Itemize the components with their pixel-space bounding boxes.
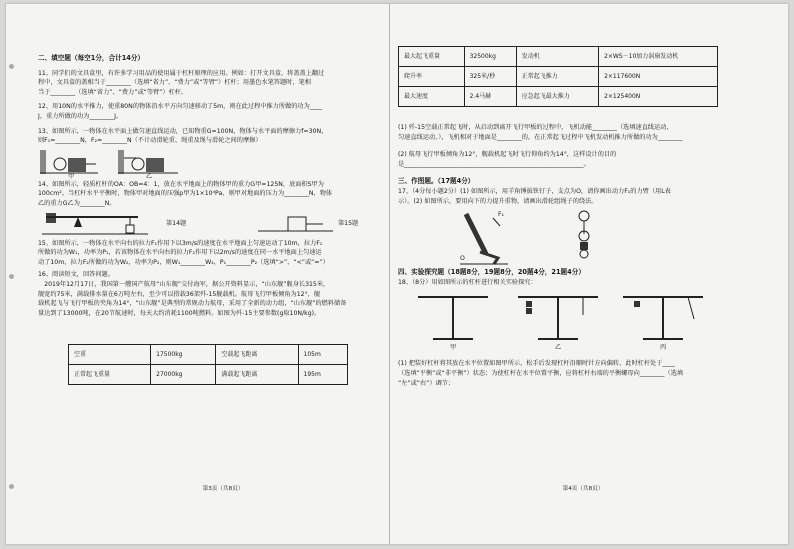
table-cell: 325米/秒 [464,67,516,87]
table-row [399,67,718,87]
pulley-diagram [38,146,188,180]
q11-line: 程中，文具盒的盖相当于________（选填“省力”、“费力”或“等臂”）杠杆；用墨色水笔答题时，笔相 [38,79,311,87]
exam-sheet [6,4,788,544]
figure-label: 甲 [68,172,75,180]
q16-line: 载机起飞与飞行甲板的夹角为14°，“山东舰”是典型的常规动力航母，采用了全新的动力组，“山东舰”的燃料储备 [38,300,347,308]
section-heading-fill: 二、填空题（每空1分，合计14分） [38,54,145,62]
table-cell: 空载起飞距离 [216,345,298,365]
q13-line: 13、如图所示，一物体在水平面上做匀速直线运动，已知物重G=100N，物体与水平面的摩擦力f=30N， [38,127,328,135]
table-cell: 105m [298,345,347,365]
q11-line: 11、同学们的文具盒里，有许多学习用品的使用属于杠杆原理的应用。例如：打开文具盒，将盖盖上翻过 [38,69,325,77]
table-cell: 32500kg [464,47,516,67]
q13-line: 则F₁=________N，F₂=________N（不计动滑轮重、绳重及绳与滑轮之间的摩擦） [38,137,262,145]
table-cell: 应急起飞最大推力 [516,87,598,107]
table-cell: 2×125400N [599,87,718,107]
q16-sub-line: 匀速直线运动、），飞机相对于地面是________的，在正常起飞过程中飞机发动机推力所做的功为________ [398,133,683,141]
q17-figure [398,206,768,268]
q16-line: 量达到了13000吨，在20节航速时，每天大约消耗1100吨燃料。如图为歼-15主要参数(g取10N/kg)。 [38,309,321,317]
q16-line: 舰宽约75米，满载排水量在6万吨左右，至少可以搭载36架歼-15舰载机。航母飞行甲板倾角为12°，舰 [38,290,321,298]
table-row [399,47,718,67]
q11-line: 当于________（选填“省力”、“费力”或“等臂”）杠杆。 [38,88,188,96]
table-cell: 空重 [69,345,151,365]
table-row [399,87,718,107]
q14-q15-figures [38,209,408,239]
binding-hole [9,484,14,489]
binding-hole [9,274,14,279]
lever-experiment-diagram [398,287,718,351]
page-footer: 第4页（共8页） [562,486,604,492]
binding-hole [9,64,14,69]
section-heading-experiment: 四、实验探究题（18题8分，19题8分，20题4分，21题4分） [398,268,585,277]
left-page [38,4,408,544]
table-cell: 爬升率 [399,67,465,87]
force-label: F₁ [498,211,505,219]
figure-label: 乙 [555,344,562,352]
figure-caption: 第15题 [338,219,359,227]
q18-sub-line: （选填“平衡”或“非平衡”）状态；为使杠杆在水平位置平衡，应将杠杆右端的平衡螺母向________（选填 [398,369,684,377]
table-cell: 27000kg [151,365,216,385]
q16-sub-line: 是__________________________________________________________。 [398,160,590,168]
table-cell: 2×WS－10加力涡扇发动机 [599,47,718,67]
figure-label: 丙 [660,344,667,352]
right-page [398,4,768,544]
table-cell: 正常起飞重量 [69,365,151,385]
q16-sub-line: (1) 歼-15空载正常起飞时，从启动到离开飞行甲板的过程中，飞机动能________（选填速直线运动、 [398,124,673,131]
q16-line: 16、阅读短文，回答问题。 [38,271,114,279]
q14-line: 乙的重力G乙为________N。 [38,199,116,207]
q18-figure [398,287,768,351]
lever-and-block-diagram [38,209,338,239]
page-footer: 第3页（共8页） [202,486,244,492]
q13-figure [38,146,408,180]
section-heading-draw: 三、作图题。（17题4分） [398,177,475,186]
fulcrum-label: O [460,255,465,263]
figure-label: 甲 [450,344,457,352]
q15-line: 所做的功为W₁，功率为P₁，若该物体在水平向右的拉力F₂作用下以2m/s的速度在同一水平地面上匀速运 [38,249,322,257]
table-cell: 最大起飞重量 [399,47,465,67]
table-cell: 发动机 [516,47,598,67]
q17-line: 17、（4分每小题2分）(1) 如图所示，用羊角锤拔铁钉子，支点为O，请你画出动力F₁的力臂（用L表 [398,187,671,195]
q14-line: 100cm²。当杠杆水平平衡时，物体甲对地面的压强p甲为1×10⁴Pa，则甲对地面的压力为________N，物体 [38,190,333,198]
table-cell: 2×117600N [599,67,718,87]
q14-line: 14、如图所示，轻质杠杆的OA：OB=4：1，放在水平地面上的物体甲的重力G甲=125N，底面积S甲为 [38,180,324,188]
table-cell: 最大速度 [399,87,465,107]
q15-line: 15、如图所示，一物体在水平向右的拉力F₁作用下以3m/s的速度在水平地面上匀速运动了10m，拉力F₁ [38,239,323,247]
q18-line: 18、（8分）用如图所示的杠杆进行相关实验探究： [398,278,537,286]
q17-line: 示）。(2) 如图所示，要用向下的力提升重物，请画出滑轮组绳子的绕法。 [398,197,598,205]
table-cell: 17500kg [151,345,216,365]
figure-label: 乙 [146,172,153,180]
q16-sub-line: (2) 航母飞行甲板倾角为12°，舰载机起飞时飞行仰角约为14°，这样设计的目的 [398,151,617,159]
q15-line: 动了10m，拉力F₂所做的功为W₂，功率为P₂，则W₁________W₂，P₁________P₂（选填“>”、“<”或“=”） [38,258,329,266]
aircraft-parameter-table-continued [398,46,718,107]
table-cell: 正常起飞推力 [516,67,598,87]
q12-line: 12、用10N的水平推力，使重80N的物体沿水平方向匀速移动了5m，则在此过程中推力所做的功为____ [38,103,323,111]
q18-sub-line: (1) 把装好杠杆将其放在水平位置如图甲所示，松手后发现杠杆沿顺时针方向偏转，此时杠杆处于____ [398,360,675,368]
hammer-and-pulley-diagram [398,206,698,268]
q12-line: J，重力所做的功为________J。 [38,112,123,120]
q16-line: 2019年12月17日，我国第一艘国产航母“山东舰”交付海军，据公开资料显示，“山东舰”舰身长315米， [38,280,330,288]
q18-sub-line: “左”或“右”）调节； [398,379,455,387]
aircraft-parameter-table [68,344,348,385]
table-cell: 195m [298,365,347,385]
table-cell: 2.4马赫 [464,87,516,107]
table-row [69,365,348,385]
table-row [69,345,348,365]
table-cell: 满载起飞距离 [216,365,298,385]
figure-caption: 第14题 [166,219,187,227]
